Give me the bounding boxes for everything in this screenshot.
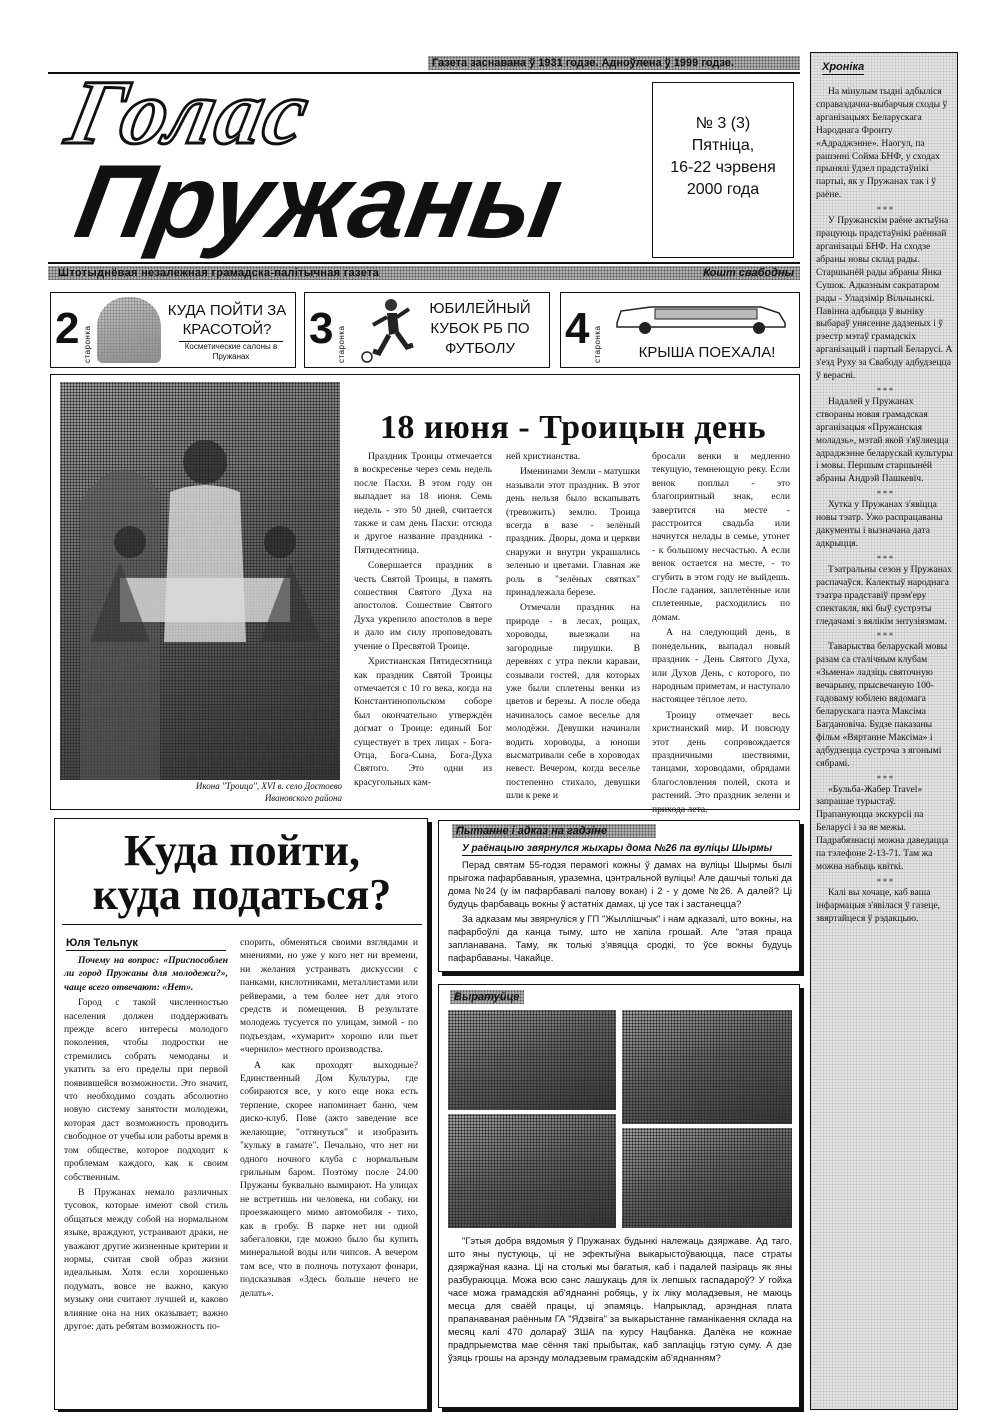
masthead-subtitle: Штотыднёвая незалежная грамадска-палітычная газета [58,267,380,279]
teaser-page-3[interactable] [304,292,550,368]
paragraph: Троицу отмечает весь христианский мир. И повсюду этот день сопровождается праздничными шествиями, танцами, хороводами, обрядами благословления полей, скота и растений. Это праздник зелени и прихода лета. [652,709,790,815]
teaser-sub: Косметические салоны в Пружанах [179,341,283,362]
paragraph: "Гэтыя добра вядомыя ў Пружанах будынкі належаць дзяржаве. Ад таго, што яны пустуюць, ці не эфектыўна выкарыстоўваюцца, пасе страты дзяржаўная казна. Ці на столькі мы багатыя, каб і падалей пазіраць як яны разбураюцца. Можа всю сэнс лашукаць для іх лепшых гаспадароў? У гойха часе можа грамадскія аб'яднанні робяць, у іх ліку моладзевыя, не маюць месца для сваёй працы, ці эпамяць. Напрыклад, арэндная плата прапанаваная раённым ГА "Ядзвіга" за выкарыстанне гаманікаення склада на месяц калі 470 долараў ЗША па курсу Нацбанка. Далёка не кожнае прадпрыемства мае сёння такі прыбытак, каб заплаціць гэтую суму. А дзе ўзяць грошы на арэнду моладзевым грамадскім аб'яднанням? [448,1235,792,1363]
paragraph: Отмечали праздник на природе - в лесах, рощах, хороводы, выезжали на загородные пирушки. В деревнях с утра пекли караваи, созывали гостей, для которых уже были сплетены венки из цветов и березы. А после обеда начиналось самое веселье для молодёжи. Девушки начинали водить хороводы, а юноши высматривали себе в хороводах невест. Вечером, когда веселье постепенно стихало, девушки шли к реке и [506,602,640,802]
masthead-motto: Кошт свабодны [703,267,794,279]
limousine-icon [611,297,791,337]
masthead [48,52,800,284]
masthead-top-line: Газета заснавана ў 1931 годзе. Адноўлена ў 1999 годзе. [432,57,734,69]
building-photo-3 [448,1114,616,1228]
paragraph: В Пружанах немало различных тусовок, которые имеют свой стиль общаться между собой на нормальном языке, враждуют, устраивают драки, не уважают другие жизненные критерии и нормы, считая свой образ жизни идеальным. Хотя если хорошенько подумать, вовсе не важно, какую музыку они считают лучшей и, каково влияние она на них оказывает; важно другое: дать ребятам возможность по- [64,1186,228,1332]
housing-kicker: Пытанне і адказ на гадзіне [456,825,607,837]
feature-col-2 [240,936,418,1302]
building-photo-2 [622,1010,792,1124]
teaser-title: КУДА ПОЙТИ ЗА КРАСОТОЙ? [167,302,287,338]
paragraph: Христианская Пятидесятница как праздник Святой Троицы отмечается с 10 го века, когда на Константинопольском соборе был окончательно утверждён догмат о Троице: единый Бог существует в трех лицах - Бога-Отца, Бога-Сына, Бога-Духа Святого. Это одни из красугольных кам- [354,656,492,788]
sidebar-item: У Пружанскім раёне актыўна працуюць прадстаўнікі раённай арганізацыі БНФ. На сходзе абраны новы склад рады. Старшынёй рады абраны Янка Сушок. Адказным сакратаром рады - Уладзімір Вільчынскі. Павінна адбыцца ў выніку выбараў унясенне дадзеных і ў рэестр мэтаў грамадскіх арганізацый і партый Беларусі. А з'езд Руху за Свабоду адбудзецца ў верасні. [816,215,953,382]
issue-weekday: Пятніца, [691,137,755,154]
masthead-title-line1: Голас [59,61,320,163]
paragraph: бросали венки в медленно текущую, темнеющую реку. Если венок поплыл - это благоприятный знак, если завертится на месте - расстроится свадьба или начнутся нелады в семье, утонет - к большому несчастью. А если венок остается на месте, - то сгубить в этом году не выйдешь. После гадания, заплетённые или сплетенные, расходились по домам. [652,451,790,623]
footballer-icon [353,295,423,365]
separator-stars: * * * [877,876,893,886]
sidebar-item: Тэатральны сезон у Пружанах распачаўся. Калектыў народнага тэатра прадставіў прэм'еру спектакля, які быў сустрэты гледачамі з вялікім энтузіязмам. [816,563,952,627]
feature-headline-line1: Куда пойти, [124,826,360,875]
feature-headline-line2: куда податься? [92,870,392,919]
sidebar-item: На мінулым тыдні адбыліся справаздачна-выбарчыя сходы ў арганізацыях Беларускага Народнага Фронту «Адраджэнне». Наогул, па рашэнні Сойма БНФ, у сходах прынялі ўдзел прадстаўнікі партыі, як у Пружанах так і ў раёне. [816,86,948,201]
building-photo-1 [448,1010,616,1110]
paragraph: Город с такой численностью населения должен поддерживать прежде всего интересы молодого поколения, чтобы подростки не стремились собрать чемоданы и укатить за его пределы при первой появившейся возможности. Это значит, что необходимо создать абсолютно новую систему занятости молодежи, которая даст возможность проводить свободное от учебы или работы время в том обществе, которое подходит к проблемам каждого, как к своим собственным. [64,997,228,1183]
feature-author: Юля Тельпук [66,936,226,951]
sidebar-item: «Бульба-Жабер Travel» запрашае турыстаў. Прапануюцца экскурсіі па Беларусі і за яе межы. Падрабязнасці можна даведацца па тэлефоне 2-13-71. Там жа можна набыць квіткі. [816,783,949,872]
teaser-side-label: старонка [593,325,602,363]
paragraph: А как проходят выходные? Единственный Дом Культуры, где собираются все, у кого еще нока есть терпение, скорее напоминает баню, чем диско-клуб. Пове (ажто заведение все желающие, "отгянуться" и изобразить "кульку в гамате". Печально, что нет ни одного ночного клуба с нормальным грильным баром. Поэтому после 24.00 Пружаны буквально вымирают. На улицах не встретишь ни человека, ни собаку, ни проезжающего мимо автомобиля - тихо, как в гробу. В парке нет ни одной забегаловки, где можно было бы купить минеральной воды или чипсов. А вечером там все, что в полночь потухают фонари, подсказывая «Здесь больше нечего не делать». [240,1059,418,1299]
issue-year: 2000 года [686,181,760,198]
housing-body [448,858,792,966]
sidebar-items [816,86,954,929]
separator-stars: * * * [877,631,893,641]
separator-stars: * * * [877,773,893,783]
teaser-woman-photo [97,297,161,363]
paragraph: Перад святам 55-годзя перамогі кожны ў дамах на вуліцы Шырмы былі прыгожа пафарбаваныя, ураземна, цэнтральной вуліцы! Але дашчыі толькі да дома №24 (у ім пафарбавалі палову вокан) і 2 - у доме №26. А далей? Ці будуць фарбаваць вокны ў астатніх дамах, ці усе так і застанецца? [448,859,792,909]
trinity-headline: 18 июня - Троицын день [379,409,767,446]
issue-number: № 3 (3) [695,115,751,132]
paragraph: Праздник Троицы отмечается в воскресенье через семь недель после Пасхи. В этом году он выпадает на 18 июня. Семь недель - это 50 дней, считается также и сам день Пасхи: отсюда и другое название праздника - Пятидесятница. [354,451,492,556]
feature-lead: Почему на вопрос: «Приспособлен ли город Пружаны для молодежи?», чаще всего отвечают: «Нет». [64,955,228,993]
trinity-col-3 [652,450,790,818]
trinity-col-1 [354,450,492,791]
paragraph: спорить, обменяться своими взглядами и мнениями, но уже у кого нет ни времени, ни желания устраивать дискуссии с панками, кислотниками, металлистами или рейверами, а тем более нет для этого средств и помещения. В результате молодежь тусуется по улицам, зимой - по подъездам, «хумарит» хорошо или пьет «чернило» местного производства. [240,937,418,1056]
sidebar-item: Хутка у Пружанах з'явіцца новы тэатр. Ужо распрацаваны дакументы і вызначана дата адкрыцця. [816,499,943,549]
dairy-kicker: Выратуйце [454,991,520,1003]
masthead-title-line2: Пружаны [67,144,571,260]
paragraph: А на следующий день, в понедельник, выпадал новый праздник - День Святого Духа, или Духов День, с которого, по народным приметам, и наступало настоящее тёплое лето. [652,627,790,706]
teaser-side-label: старонка [83,325,92,363]
teaser-side-label: старонка [337,325,346,363]
teaser-page-number: 4 [565,304,590,353]
housing-headline: У раёнацыю звярнулся жыхары дома №26 па вуліцы Шырмы [462,842,792,856]
building-photo-4 [622,1128,792,1228]
teaser-title: ЮБИЛЕЙНЫЙ КУБОК РБ ПО ФУТБОЛУ [429,300,531,357]
issue-box [652,82,794,258]
sidebar-item: Калі вы хочаце, каб ваша інфармацыя з'явілася ў газеце, звяртайцеся ў рэдакцыю. [816,886,941,924]
teaser-page-2[interactable] [50,292,296,368]
teaser-title: КРЫША ПОЕХАЛА! [638,344,776,361]
separator-stars: * * * [877,489,893,499]
issue-dates: 16-22 чэрвеня [670,159,776,176]
separator-stars: * * * [877,553,893,563]
paragraph: Совершается праздник в честь Святой Троицы, в память сошествия Святого Духа на апостолов. Сошествие Святого Духа укрепило апостолов в вере и дало им силу проповедовать учение о Пресвятой Троице. [354,560,492,652]
teaser-page-number: 3 [309,304,334,353]
teaser-page-4[interactable] [560,292,800,368]
paragraph: За адказам мы звярнуліся у ГП "Жыллішчык" і нам адказалі, што вокны, на пафарбоўлі да канца тыму, што не хапіла грошай. Але "этая праца запланавана. Таму, як толькі з'явяцца сродкі, то ўсе вокны будуць пафарбаваны. Чакайце. [448,913,792,963]
separator-stars: * * * [877,205,893,215]
trinity-caption: Икона "Троица", XVI в. село Достоево Ивановского района [195,781,342,803]
trinity-col-2 [506,450,640,805]
feature-col-1 [64,954,228,1335]
separator-stars: * * * [877,385,893,395]
paragraph: Именинами Земли - матушки называли этот праздник. В этот день нельзя было вскапывать (тревожить) землю. Троица всегда в вазе - зелёный праздник. Дворы, дома и церкви снаружи и внутри украшались зеленью и цветами. Главная же роль в "зелёных святках" принадлежала березе. [506,466,640,599]
sidebar-item: Надалей у Пружанах створаны новая грамадская арганізацыя «Пружанская моладзь», мэтай якой з'яўляецца адраджэнне беларускай культуры і мовы. Першым старшынёй абраны Андрэй Пашкевіч. [816,395,953,485]
sidebar-kicker: Хроніка [822,61,865,73]
paragraph: ней христианства. [506,451,581,462]
dairy-body [448,1234,792,1366]
sidebar-item: Таварыства беларускай мовы разам са сталічным клубам «Зьмена» ладзіць святочную вечарыну, прысвечаную 100-гадоваму юбілею вядомага беларускага паэта Максіма Багдановіча. Будзе паказаны фільм «Вяртанне Максіма» і адбудзецца сустрэча з ягонымі сябрамі. [816,641,948,769]
teaser-page-number: 2 [55,304,80,353]
trinity-icon-figures [60,382,340,780]
